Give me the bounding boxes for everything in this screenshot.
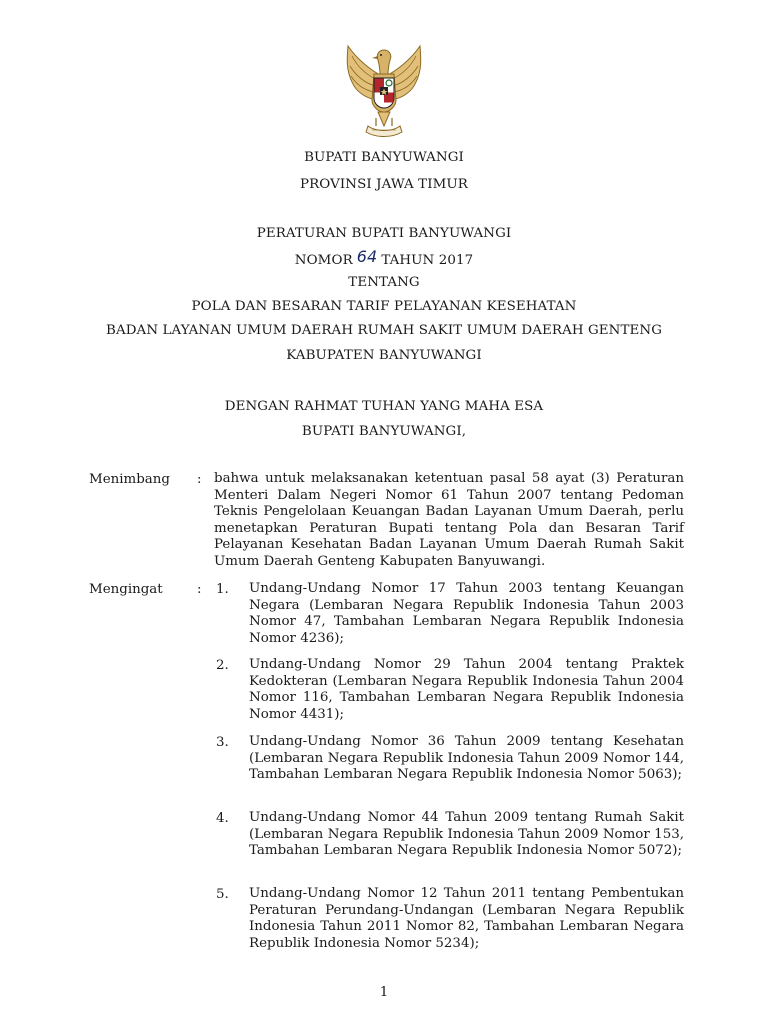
preamble-line-1: DENGAN RAHMAT TUHAN YANG MAHA ESA — [224, 399, 544, 414]
province-title: PROVINSI JAWA TIMUR — [300, 177, 468, 192]
mengingat-item-5-text: Undang-Undang Nomor 12 Tahun 2011 tentang Pembentukan Peraturan Perundang-Undangan (Lembaran Negara Republik Indonesia Tahun 2011 Nomor 82, Tambahan Lembaran Negara Republik Indonesia Nomor 5234); — [249, 886, 684, 951]
mengingat-item-2-text: Undang-Undang Nomor 29 Tahun 2004 tentang Praktek Kedokteran (Lembaran Negara Republik Indonesia Tahun 2004 Nomor 116, Tambahan Lembaran Negara Republik Indonesia Nomor 4431); — [249, 657, 684, 722]
mengingat-item-3-num: 3. — [216, 735, 229, 750]
mengingat-item-4-num: 4. — [216, 811, 229, 826]
mengingat-item-2-num: 2. — [216, 658, 229, 673]
subject-line-3: KABUPATEN BANYUWANGI — [286, 348, 482, 363]
handwritten-number: 64 — [356, 247, 378, 266]
mengingat-colon: : — [197, 582, 202, 597]
about-heading: TENTANG — [348, 275, 420, 290]
menimbang-text: bahwa untuk melaksanakan ketentuan pasal 58 ayat (3) Peraturan Menteri Dalam Negeri Nomor 61 Tahun 2007 tentang Pedoman Teknis Pengelolaan Keuangan Badan Layanan Umum Daerah, perlu menetapkan Peraturan Bupati tentang Pola dan Besaran Tarif Pelayanan Kesehatan Badan Layanan Umum Daerah Rumah Sakit Umum Daerah Genteng Kabupaten Banyuwangi. — [214, 471, 684, 569]
mengingat-label: Mengingat — [89, 582, 163, 597]
number-prefix: NOMOR — [294, 253, 353, 268]
regulation-title: PERATURAN BUPATI BANYUWANGI — [256, 226, 512, 241]
page-number: 1 — [379, 985, 389, 1000]
mengingat-item-4-text: Undang-Undang Nomor 44 Tahun 2009 tentang Rumah Sakit (Lembaran Negara Republik Indonesia Tahun 2009 Nomor 153, Tambahan Lembaran Negara Republik Indonesia Nomor 5072); — [249, 810, 684, 859]
subject-line-2: BADAN LAYANAN UMUM DAERAH RUMAH SAKIT UMUM DAERAH GENTENG — [106, 323, 662, 338]
number-suffix: TAHUN 2017 — [381, 253, 474, 268]
subject-line-1: POLA DAN BESARAN TARIF PELAYANAN KESEHATAN — [191, 299, 577, 314]
mengingat-item-1-num: 1. — [216, 582, 229, 597]
garuda-emblem-icon — [338, 40, 430, 146]
menimbang-colon: : — [197, 472, 202, 487]
menimbang-label: Menimbang — [89, 472, 170, 487]
regulation-number — [0, 247, 768, 270]
mengingat-item-3-text: Undang-Undang Nomor 36 Tahun 2009 tentang Kesehatan (Lembaran Negara Republik Indonesia Tahun 2009 Nomor 144, Tambahan Lembaran Negara Republik Indonesia Nomor 5063); — [249, 734, 684, 783]
issuer-title: BUPATI BANYUWANGI — [304, 150, 464, 165]
mengingat-item-1-text: Undang-Undang Nomor 17 Tahun 2003 tentang Keuangan Negara (Lembaran Negara Republik Indonesia Tahun 2003 Nomor 47, Tambahan Lembaran Negara Republik Indonesia Nomor 4236); — [249, 581, 684, 646]
preamble-line-2: BUPATI BANYUWANGI, — [301, 424, 467, 439]
mengingat-item-5-num: 5. — [216, 887, 229, 902]
